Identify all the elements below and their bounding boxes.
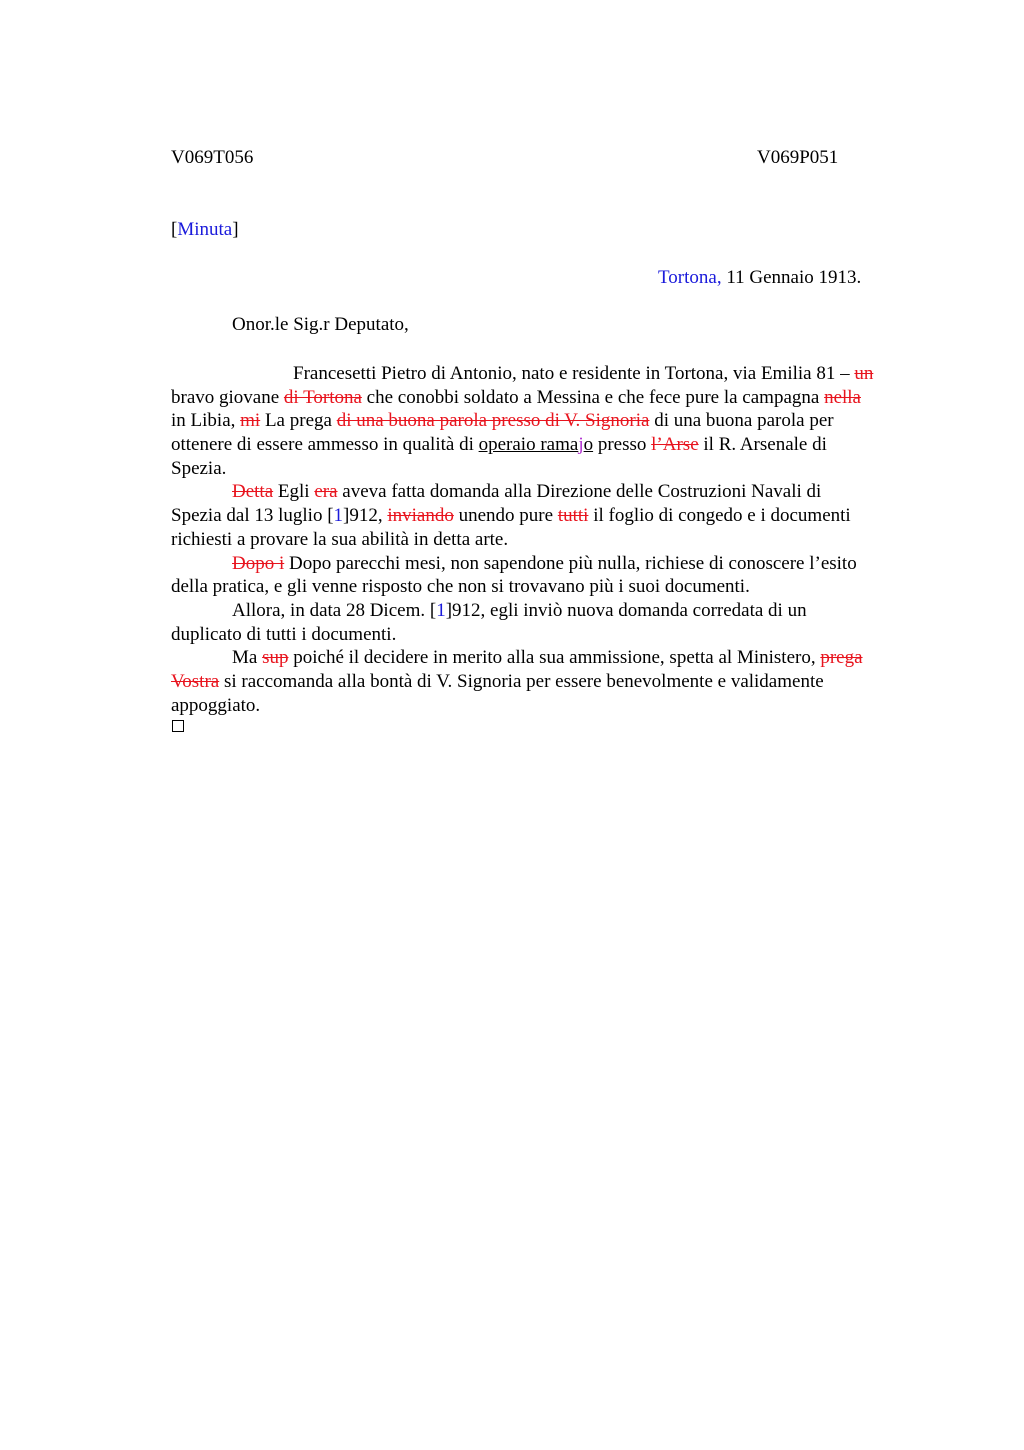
text-run: Egli	[273, 481, 315, 503]
text-run: il R. Arsenale di	[698, 434, 827, 456]
text-run: Spezia dal 13 luglio [	[171, 505, 334, 527]
minuta-word: Minuta	[177, 219, 233, 240]
minuta-label	[171, 219, 239, 241]
deleted-text: sup	[262, 647, 289, 669]
deleted-text: Detta	[232, 481, 274, 503]
deleted-text: l’Arse	[651, 434, 699, 456]
salutation: Onor.le Sig.r Deputato,	[232, 314, 409, 335]
text-run: ottenere di essere ammesso in qualità di	[171, 434, 479, 456]
text-run: La prega	[260, 410, 337, 432]
deleted-text: nella	[824, 386, 861, 408]
deleted-text: Dopo i	[232, 552, 285, 574]
deleted-text: Vostra	[171, 670, 220, 692]
text-run: poiché il decidere in merito alla sua ammissione, spetta al Ministero,	[288, 647, 821, 669]
underlined-run: o	[583, 434, 594, 456]
dateline	[658, 267, 861, 289]
paragraph-3-line-2: della pratica, e gli venne risposto che non si trovavano più i suoi documenti.	[171, 576, 750, 598]
underlined-run: operaio rama	[478, 434, 579, 456]
paragraph-5-line-3: appoggiato.	[171, 694, 261, 716]
document-code-right: V069P051	[757, 147, 839, 168]
text-run: Dopo parecchi mesi, non sapendone più nulla, richiese di conoscere l’esito	[284, 552, 857, 574]
paragraph-5-line-1	[171, 646, 936, 670]
deleted-text: di Tortona	[283, 386, 362, 408]
paragraph-1-line-1	[171, 362, 936, 386]
place-name: Tortona,	[658, 267, 722, 288]
paragraph-2-line-1	[171, 480, 936, 504]
text-run: ]912, egli inviò nuova domanda corredata di un	[445, 599, 807, 621]
text-run: si raccomanda alla bontà di V. Signoria per essere benevolmente e validamente	[219, 670, 824, 692]
paragraph-5-line-2	[171, 670, 936, 694]
letter-body	[171, 362, 936, 717]
deleted-text: prega	[820, 647, 863, 669]
underlined-text	[479, 434, 593, 455]
text-run: il foglio di congedo e i documenti	[588, 505, 851, 527]
text-run: Francesetti Pietro di Antonio, nato e residente in Tortona, via Emilia 81 –	[293, 363, 855, 384]
paragraph-4-line-1	[171, 599, 936, 623]
text-run: aveva fatta domanda alla Direzione delle Costruzioni Navali di	[337, 481, 822, 503]
text-run: presso	[593, 434, 652, 456]
paragraph-1-line-4	[171, 433, 936, 457]
document-code-left: V069T056	[171, 147, 254, 168]
deleted-text: era	[314, 481, 338, 503]
text-run: in Libia,	[171, 410, 241, 432]
editorial-digit: 1	[333, 505, 344, 527]
paragraph-1-line-5: Spezia.	[171, 457, 227, 479]
bracket-close: ]	[232, 219, 239, 240]
paragraph-4-line-2: duplicato di tutti i documenti.	[171, 623, 397, 645]
text-run: Allora, in data 28 Dicem. [	[232, 599, 437, 621]
paragraph-3-line-1	[171, 552, 936, 576]
paragraph-1-line-3	[171, 409, 936, 433]
deleted-text: tutti	[557, 505, 589, 527]
letter-date: 11 Gennaio 1913.	[721, 267, 862, 288]
end-marker-box-icon	[172, 720, 184, 732]
text-run: unendo pure	[453, 505, 558, 527]
text-run: Ma	[232, 647, 263, 669]
text-run: che conobbi soldato a Messina e che fece pure la campagna	[361, 386, 825, 408]
deleted-text: mi	[240, 410, 261, 432]
text-run: bravo giovane	[171, 386, 284, 408]
paragraph-2-line-3: richiesti a provare la sua abilità in detta arte.	[171, 528, 509, 550]
deleted-text: di una buona parola presso di V. Signoria	[336, 410, 650, 432]
editorial-digit: 1	[436, 599, 446, 621]
paragraph-2-line-2	[171, 504, 936, 528]
bracket-open: [	[171, 219, 178, 240]
corrected-letter: j	[578, 434, 584, 456]
deleted-text: inviando	[387, 505, 454, 527]
deleted-text: un	[854, 363, 874, 384]
paragraph-1-line-2	[171, 386, 936, 410]
text-run: di una buona parola per	[649, 410, 834, 432]
text-run: ]912,	[343, 505, 388, 527]
